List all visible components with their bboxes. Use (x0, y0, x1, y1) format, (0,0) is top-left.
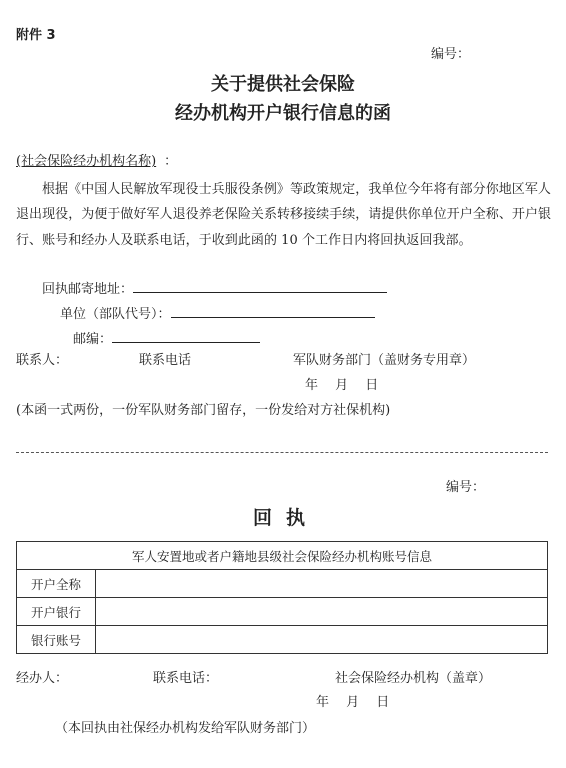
letter-note: (本函一式两份，一份军队财务部门留存，一份发给对方社保机构) (16, 403, 391, 418)
contact-phone-label: 联系电话 (139, 353, 192, 368)
receipt-serial-label: 编号： (446, 480, 486, 495)
return-address-label: 回执邮寄地址： (42, 282, 134, 297)
account-info-table (16, 541, 548, 654)
row-value-bank[interactable] (96, 598, 548, 626)
letter-date: 年 月 日 (305, 378, 379, 393)
addressee-colon: ： (164, 154, 178, 169)
table-row (17, 626, 548, 654)
letter-body: 根据《中国人民解放军现役士兵服役条例》等政策规定，我单位今年将有部分你地区军人退出现役，为便于做好军人退役养老保险关系转移接续手续，请提供你单位开户全称、开户银行、账号和经办人及联系电话，于收到此函的 10 个工作日内将回执返回我部。 (16, 182, 552, 248)
unit-blank (171, 305, 375, 318)
row-value-account-number[interactable] (96, 626, 548, 654)
table-row (17, 598, 548, 626)
row-value-account-name[interactable] (96, 570, 548, 598)
addressee (16, 154, 177, 170)
letter-title-line1: 关于提供社会保险 (211, 74, 355, 95)
serial-number-label: 编号： (431, 47, 471, 62)
contact-label: 联系人： (16, 353, 69, 368)
return-address-blank (133, 280, 387, 293)
attachment-label: 附件 3 (16, 28, 56, 43)
unit-label: 单位（部队代号）： (60, 307, 171, 322)
row-label-account-number: 银行账号 (17, 626, 96, 654)
receipt-note: （本回执由社保经办机构发给军队财务部门） (55, 721, 316, 736)
unit-field (60, 305, 375, 323)
cut-line (16, 452, 548, 453)
return-address-field (42, 280, 387, 298)
table-row (17, 570, 548, 598)
receipt-title: 回执 (253, 507, 320, 529)
receipt-phone-label: 联系电话： (153, 671, 219, 686)
handler-label: 经办人： (16, 671, 69, 686)
agency-seal-label: 社会保险经办机构（盖章） (335, 671, 492, 686)
finance-dept-seal: 军队财务部门（盖财务专用章） (293, 353, 476, 368)
receipt-date: 年 月 日 (316, 695, 390, 710)
postcode-blank (112, 330, 260, 343)
table-header-row (17, 542, 548, 570)
table-header: 军人安置地或者户籍地县级社会保险经办机构账号信息 (17, 542, 548, 570)
postcode-field (73, 330, 260, 348)
addressee-name: (社会保险经办机构名称) (16, 154, 157, 169)
row-label-account-name: 开户全称 (17, 570, 96, 598)
letter-title-line2: 经办机构开户银行信息的函 (175, 103, 391, 124)
row-label-bank: 开户银行 (17, 598, 96, 626)
postcode-label: 邮编： (73, 332, 113, 347)
